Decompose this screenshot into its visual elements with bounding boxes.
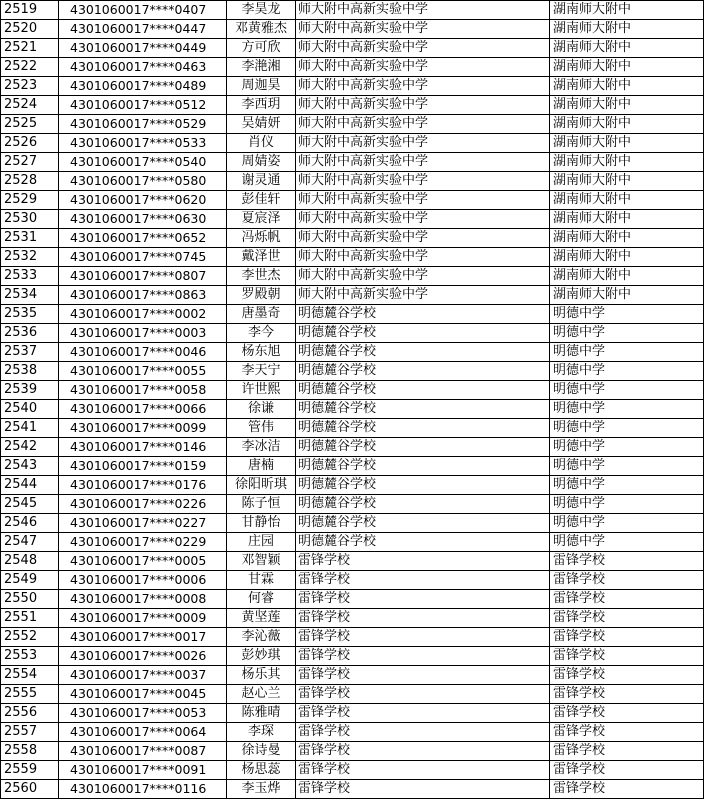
student-name-cell: 庄园 (227, 533, 296, 552)
exam-id-cell: 4301060017****0863 (59, 286, 227, 305)
graduating-school-cell: 雷锋学校 (296, 609, 550, 628)
admitted-school-cell: 雷锋学校 (550, 685, 704, 704)
graduating-school-cell: 明德麓谷学校 (296, 476, 550, 495)
sequence-cell: 2552 (1, 628, 59, 647)
admitted-school-cell: 湖南师大附中 (550, 267, 704, 286)
sequence-cell: 2554 (1, 666, 59, 685)
admitted-school-cell: 雷锋学校 (550, 742, 704, 761)
student-name-cell: 吴婧妍 (227, 115, 296, 134)
exam-id-cell: 4301060017****0620 (59, 191, 227, 210)
student-name-cell: 李昊龙 (227, 1, 296, 20)
graduating-school-cell: 师大附中高新实验中学 (296, 134, 550, 153)
student-name-cell: 甘静怡 (227, 514, 296, 533)
exam-id-cell: 4301060017****0529 (59, 115, 227, 134)
sequence-cell: 2532 (1, 248, 59, 267)
graduating-school-cell: 明德麓谷学校 (296, 533, 550, 552)
student-name-cell: 李滟湘 (227, 58, 296, 77)
graduating-school-cell: 雷锋学校 (296, 590, 550, 609)
student-name-cell: 陈雅晴 (227, 704, 296, 723)
admitted-school-cell: 雷锋学校 (550, 647, 704, 666)
table-row (1, 172, 704, 191)
exam-id-cell: 4301060017****0652 (59, 229, 227, 248)
exam-id-cell: 4301060017****0533 (59, 134, 227, 153)
graduating-school-cell: 雷锋学校 (296, 666, 550, 685)
exam-id-cell: 4301060017****0055 (59, 362, 227, 381)
sequence-cell: 2556 (1, 704, 59, 723)
sequence-cell: 2527 (1, 153, 59, 172)
admitted-school-cell: 雷锋学校 (550, 704, 704, 723)
student-name-cell: 谢灵通 (227, 172, 296, 191)
sequence-cell: 2541 (1, 419, 59, 438)
student-name-cell: 肖仪 (227, 134, 296, 153)
student-name-cell: 徐阳昕琪 (227, 476, 296, 495)
graduating-school-cell: 明德麓谷学校 (296, 457, 550, 476)
exam-id-cell: 4301060017****0540 (59, 153, 227, 172)
sequence-cell: 2559 (1, 761, 59, 780)
table-row (1, 305, 704, 324)
graduating-school-cell: 明德麓谷学校 (296, 343, 550, 362)
admitted-school-cell: 湖南师大附中 (550, 20, 704, 39)
table-row (1, 39, 704, 58)
sequence-cell: 2528 (1, 172, 59, 191)
exam-id-cell: 4301060017****0227 (59, 514, 227, 533)
table-row (1, 96, 704, 115)
exam-id-cell: 4301060017****0066 (59, 400, 227, 419)
table-row (1, 704, 704, 723)
student-name-cell: 唐墨奇 (227, 305, 296, 324)
admitted-school-cell: 明德中学 (550, 305, 704, 324)
student-name-cell: 周迦昊 (227, 77, 296, 96)
admitted-school-cell: 湖南师大附中 (550, 58, 704, 77)
table-row (1, 286, 704, 305)
sequence-cell: 2544 (1, 476, 59, 495)
exam-id-cell: 4301060017****0630 (59, 210, 227, 229)
student-name-cell: 杨思蕊 (227, 761, 296, 780)
sequence-cell: 2537 (1, 343, 59, 362)
exam-id-cell: 4301060017****0447 (59, 20, 227, 39)
student-name-cell: 罗殿朝 (227, 286, 296, 305)
graduating-school-cell: 雷锋学校 (296, 761, 550, 780)
admitted-school-cell: 湖南师大附中 (550, 39, 704, 58)
admitted-school-cell: 湖南师大附中 (550, 153, 704, 172)
exam-id-cell: 4301060017****0009 (59, 609, 227, 628)
student-name-cell: 夏宸泽 (227, 210, 296, 229)
student-name-cell: 方可欣 (227, 39, 296, 58)
admitted-school-cell: 湖南师大附中 (550, 172, 704, 191)
graduating-school-cell: 师大附中高新实验中学 (296, 39, 550, 58)
student-name-cell: 李琛 (227, 723, 296, 742)
sequence-cell: 2547 (1, 533, 59, 552)
sequence-cell: 2533 (1, 267, 59, 286)
admitted-school-cell: 湖南师大附中 (550, 210, 704, 229)
admitted-school-cell: 明德中学 (550, 438, 704, 457)
student-name-cell: 管伟 (227, 419, 296, 438)
table-row (1, 552, 704, 571)
graduating-school-cell: 师大附中高新实验中学 (296, 96, 550, 115)
admitted-school-cell: 明德中学 (550, 495, 704, 514)
admitted-school-cell: 湖南师大附中 (550, 1, 704, 20)
exam-id-cell: 4301060017****0006 (59, 571, 227, 590)
table-row (1, 609, 704, 628)
student-name-cell: 李世杰 (227, 267, 296, 286)
exam-id-cell: 4301060017****0407 (59, 1, 227, 20)
graduating-school-cell: 雷锋学校 (296, 628, 550, 647)
table-row (1, 267, 704, 286)
student-name-cell: 李玉烨 (227, 780, 296, 799)
exam-id-cell: 4301060017****0807 (59, 267, 227, 286)
exam-id-cell: 4301060017****0005 (59, 552, 227, 571)
student-name-cell: 彭佳轩 (227, 191, 296, 210)
exam-id-cell: 4301060017****0580 (59, 172, 227, 191)
table-row (1, 77, 704, 96)
exam-id-cell: 4301060017****0116 (59, 780, 227, 799)
admitted-school-cell: 雷锋学校 (550, 628, 704, 647)
sequence-cell: 2519 (1, 1, 59, 20)
student-name-cell: 赵心兰 (227, 685, 296, 704)
student-name-cell: 李冰洁 (227, 438, 296, 457)
table-row (1, 742, 704, 761)
table-body (1, 1, 704, 799)
sequence-cell: 2542 (1, 438, 59, 457)
exam-id-cell: 4301060017****0008 (59, 590, 227, 609)
exam-id-cell: 4301060017****0489 (59, 77, 227, 96)
sequence-cell: 2535 (1, 305, 59, 324)
sequence-cell: 2549 (1, 571, 59, 590)
sequence-cell: 2534 (1, 286, 59, 305)
graduating-school-cell: 雷锋学校 (296, 647, 550, 666)
student-name-cell: 李西玥 (227, 96, 296, 115)
exam-id-cell: 4301060017****0745 (59, 248, 227, 267)
exam-id-cell: 4301060017****0099 (59, 419, 227, 438)
student-name-cell: 陈子恒 (227, 495, 296, 514)
sequence-cell: 2538 (1, 362, 59, 381)
table-row (1, 191, 704, 210)
exam-id-cell: 4301060017****0449 (59, 39, 227, 58)
sequence-cell: 2551 (1, 609, 59, 628)
sequence-cell: 2531 (1, 229, 59, 248)
graduating-school-cell: 师大附中高新实验中学 (296, 172, 550, 191)
exam-id-cell: 4301060017****0002 (59, 305, 227, 324)
table-row (1, 400, 704, 419)
admitted-school-cell: 明德中学 (550, 324, 704, 343)
graduating-school-cell: 师大附中高新实验中学 (296, 153, 550, 172)
graduating-school-cell: 明德麓谷学校 (296, 324, 550, 343)
table-row (1, 419, 704, 438)
sequence-cell: 2545 (1, 495, 59, 514)
table-row (1, 248, 704, 267)
sequence-cell: 2520 (1, 20, 59, 39)
graduating-school-cell: 师大附中高新实验中学 (296, 248, 550, 267)
student-name-cell: 唐楠 (227, 457, 296, 476)
admitted-school-cell: 雷锋学校 (550, 609, 704, 628)
exam-id-cell: 4301060017****0087 (59, 742, 227, 761)
admitted-school-cell: 雷锋学校 (550, 761, 704, 780)
graduating-school-cell: 雷锋学校 (296, 780, 550, 799)
student-name-cell: 李今 (227, 324, 296, 343)
table-row (1, 20, 704, 39)
graduating-school-cell: 雷锋学校 (296, 704, 550, 723)
student-name-cell: 邓智颖 (227, 552, 296, 571)
admitted-school-cell: 雷锋学校 (550, 666, 704, 685)
table-row (1, 780, 704, 799)
sequence-cell: 2557 (1, 723, 59, 742)
sequence-cell: 2525 (1, 115, 59, 134)
exam-id-cell: 4301060017****0159 (59, 457, 227, 476)
exam-id-cell: 4301060017****0512 (59, 96, 227, 115)
table-row (1, 628, 704, 647)
sequence-cell: 2550 (1, 590, 59, 609)
graduating-school-cell: 明德麓谷学校 (296, 362, 550, 381)
table-row (1, 210, 704, 229)
sequence-cell: 2524 (1, 96, 59, 115)
sequence-cell: 2543 (1, 457, 59, 476)
admitted-school-cell: 湖南师大附中 (550, 229, 704, 248)
student-name-cell: 彭妙琪 (227, 647, 296, 666)
exam-id-cell: 4301060017****0146 (59, 438, 227, 457)
exam-id-cell: 4301060017****0017 (59, 628, 227, 647)
table-row (1, 134, 704, 153)
admitted-school-cell: 湖南师大附中 (550, 115, 704, 134)
graduating-school-cell: 雷锋学校 (296, 685, 550, 704)
graduating-school-cell: 师大附中高新实验中学 (296, 191, 550, 210)
table-row (1, 590, 704, 609)
sequence-cell: 2548 (1, 552, 59, 571)
graduating-school-cell: 明德麓谷学校 (296, 305, 550, 324)
table-row (1, 647, 704, 666)
admitted-school-cell: 雷锋学校 (550, 590, 704, 609)
student-name-cell: 冯烁帆 (227, 229, 296, 248)
sequence-cell: 2555 (1, 685, 59, 704)
admitted-school-cell: 雷锋学校 (550, 723, 704, 742)
graduating-school-cell: 师大附中高新实验中学 (296, 210, 550, 229)
exam-id-cell: 4301060017****0045 (59, 685, 227, 704)
exam-id-cell: 4301060017****0037 (59, 666, 227, 685)
table-row (1, 381, 704, 400)
table-row (1, 761, 704, 780)
graduating-school-cell: 师大附中高新实验中学 (296, 77, 550, 96)
graduating-school-cell: 雷锋学校 (296, 571, 550, 590)
sequence-cell: 2526 (1, 134, 59, 153)
graduating-school-cell: 明德麓谷学校 (296, 495, 550, 514)
student-name-cell: 杨乐其 (227, 666, 296, 685)
admitted-school-cell: 雷锋学校 (550, 552, 704, 571)
admitted-school-cell: 湖南师大附中 (550, 286, 704, 305)
admitted-school-cell: 明德中学 (550, 533, 704, 552)
admitted-school-cell: 明德中学 (550, 419, 704, 438)
sequence-cell: 2523 (1, 77, 59, 96)
admitted-school-cell: 明德中学 (550, 362, 704, 381)
student-name-cell: 李天宁 (227, 362, 296, 381)
table-row (1, 685, 704, 704)
graduating-school-cell: 师大附中高新实验中学 (296, 58, 550, 77)
student-name-cell: 周婧姿 (227, 153, 296, 172)
admitted-school-cell: 湖南师大附中 (550, 96, 704, 115)
table-row (1, 438, 704, 457)
sequence-cell: 2536 (1, 324, 59, 343)
graduating-school-cell: 明德麓谷学校 (296, 438, 550, 457)
graduating-school-cell: 明德麓谷学校 (296, 381, 550, 400)
student-name-cell: 徐谦 (227, 400, 296, 419)
admitted-school-cell: 明德中学 (550, 381, 704, 400)
admitted-school-cell: 明德中学 (550, 514, 704, 533)
sequence-cell: 2553 (1, 647, 59, 666)
exam-id-cell: 4301060017****0229 (59, 533, 227, 552)
admitted-school-cell: 湖南师大附中 (550, 191, 704, 210)
sequence-cell: 2522 (1, 58, 59, 77)
graduating-school-cell: 师大附中高新实验中学 (296, 115, 550, 134)
table-row (1, 324, 704, 343)
sequence-cell: 2540 (1, 400, 59, 419)
table-row (1, 115, 704, 134)
exam-id-cell: 4301060017****0064 (59, 723, 227, 742)
exam-id-cell: 4301060017****0091 (59, 761, 227, 780)
table-row (1, 229, 704, 248)
student-name-cell: 甘霖 (227, 571, 296, 590)
exam-id-cell: 4301060017****0176 (59, 476, 227, 495)
graduating-school-cell: 雷锋学校 (296, 552, 550, 571)
graduating-school-cell: 师大附中高新实验中学 (296, 20, 550, 39)
student-name-cell: 邓黄雅杰 (227, 20, 296, 39)
graduating-school-cell: 师大附中高新实验中学 (296, 229, 550, 248)
exam-id-cell: 4301060017****0053 (59, 704, 227, 723)
exam-id-cell: 4301060017****0058 (59, 381, 227, 400)
admitted-school-cell: 湖南师大附中 (550, 248, 704, 267)
admitted-school-cell: 湖南师大附中 (550, 134, 704, 153)
graduating-school-cell: 雷锋学校 (296, 723, 550, 742)
sequence-cell: 2539 (1, 381, 59, 400)
admitted-school-cell: 雷锋学校 (550, 571, 704, 590)
table-row (1, 1, 704, 20)
admitted-school-cell: 雷锋学校 (550, 780, 704, 799)
sequence-cell: 2560 (1, 780, 59, 799)
exam-id-cell: 4301060017****0046 (59, 343, 227, 362)
table-row (1, 723, 704, 742)
admitted-school-cell: 明德中学 (550, 476, 704, 495)
student-name-cell: 何睿 (227, 590, 296, 609)
table-row (1, 514, 704, 533)
student-name-cell: 徐诗曼 (227, 742, 296, 761)
graduating-school-cell: 明德麓谷学校 (296, 514, 550, 533)
sequence-cell: 2558 (1, 742, 59, 761)
student-name-cell: 黄坚莲 (227, 609, 296, 628)
graduating-school-cell: 师大附中高新实验中学 (296, 286, 550, 305)
table-row (1, 571, 704, 590)
exam-id-cell: 4301060017****0003 (59, 324, 227, 343)
sequence-cell: 2521 (1, 39, 59, 58)
exam-id-cell: 4301060017****0463 (59, 58, 227, 77)
table-row (1, 533, 704, 552)
admitted-school-cell: 明德中学 (550, 343, 704, 362)
sequence-cell: 2546 (1, 514, 59, 533)
sequence-cell: 2530 (1, 210, 59, 229)
sequence-cell: 2529 (1, 191, 59, 210)
table-row (1, 476, 704, 495)
graduating-school-cell: 雷锋学校 (296, 742, 550, 761)
admitted-school-cell: 明德中学 (550, 457, 704, 476)
exam-id-cell: 4301060017****0026 (59, 647, 227, 666)
table-row (1, 362, 704, 381)
graduating-school-cell: 师大附中高新实验中学 (296, 267, 550, 286)
table-row (1, 457, 704, 476)
table-row (1, 495, 704, 514)
table-row (1, 58, 704, 77)
admitted-school-cell: 明德中学 (550, 400, 704, 419)
table-row (1, 666, 704, 685)
graduating-school-cell: 明德麓谷学校 (296, 400, 550, 419)
exam-id-cell: 4301060017****0226 (59, 495, 227, 514)
student-name-cell: 杨东旭 (227, 343, 296, 362)
table-row (1, 153, 704, 172)
student-name-cell: 李沁薇 (227, 628, 296, 647)
student-name-cell: 许世熙 (227, 381, 296, 400)
graduating-school-cell: 明德麓谷学校 (296, 419, 550, 438)
graduating-school-cell: 师大附中高新实验中学 (296, 1, 550, 20)
admitted-school-cell: 湖南师大附中 (550, 77, 704, 96)
table-row (1, 343, 704, 362)
student-name-cell: 戴泽世 (227, 248, 296, 267)
